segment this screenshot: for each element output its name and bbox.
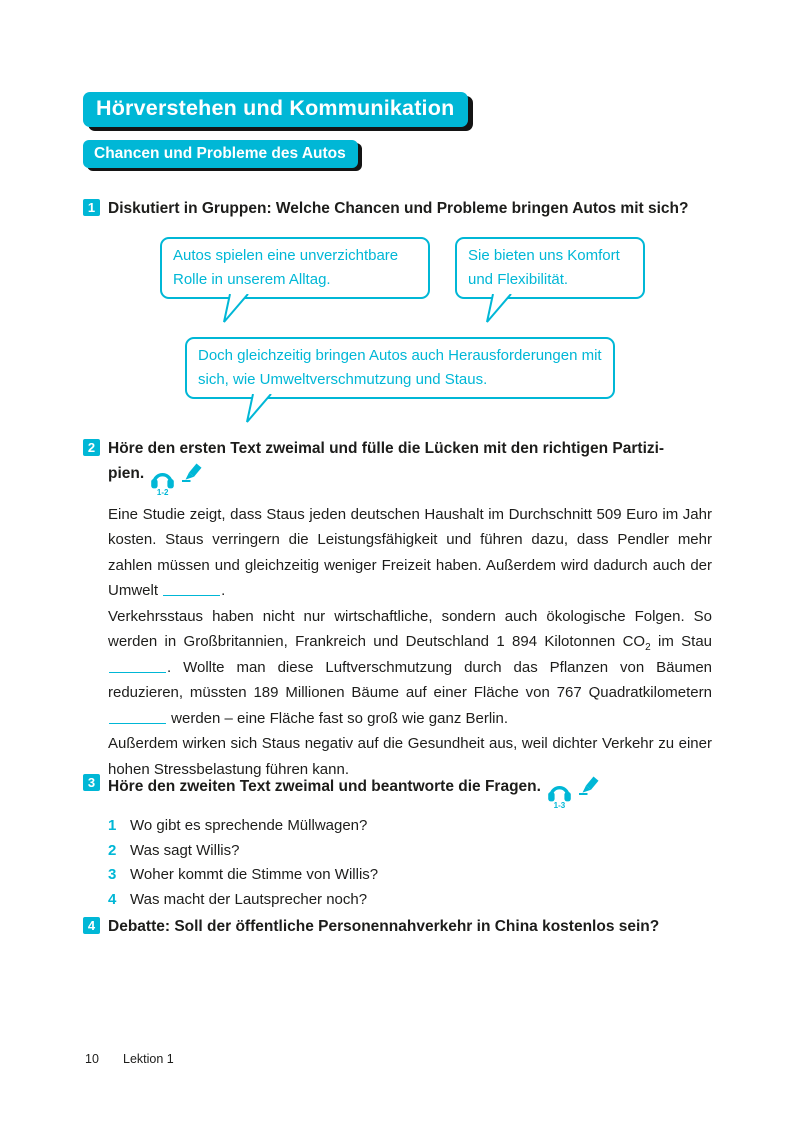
speech-bubble-tail [243, 394, 275, 424]
pencil-icon [578, 773, 600, 803]
speech-bubble-text: Sie bieten uns Komfort und Flexibilität. [468, 247, 620, 288]
question-text: Wo gibt es sprechende Müllwagen? [130, 817, 368, 834]
paragraph [108, 502, 712, 604]
question-item [108, 839, 717, 864]
speech-bubble [185, 337, 615, 399]
speech-bubble-text: Doch gleichzeitig bringen Autos auch Herausforderungen mit sich, wie Umweltverschmutzung und Staus. [198, 347, 602, 388]
paragraph-text: im Stau [650, 633, 712, 650]
exercise-number-badge: 3 [83, 774, 100, 791]
paragraph-text: werden – eine Fläche fast so groß wie ganz Berlin. [167, 709, 509, 727]
exercise-2 [83, 438, 717, 782]
exercise-number-badge: 1 [83, 199, 100, 216]
headphones-icon [150, 469, 175, 496]
listening-text [108, 502, 712, 783]
speech-bubble [455, 237, 645, 299]
page-footer [85, 1052, 174, 1066]
question-item [108, 863, 717, 888]
co2-subscript: 2 [645, 642, 651, 653]
audio-track-label: 1-3 [553, 801, 566, 810]
exercise-number-badge: 2 [83, 439, 100, 456]
speech-bubble-tail [220, 294, 252, 324]
paragraph-text: . Wollte man diese Luftverschmutzung durch das Pflanzen von Bäumen reduzieren, müssten 189 Millionen Bäume auf einer Fläche von 767 Quadratkilometern [108, 658, 712, 701]
question-list [108, 814, 717, 912]
question-text: Woher kommt die Stimme von Willis? [130, 866, 379, 883]
pencil-icon [181, 460, 203, 490]
fill-in-blank [163, 583, 220, 596]
exercise-4-title: Debatte: Soll der öffentliche Personennahverkehr in China kostenlos sein? [108, 918, 660, 935]
page-number: 10 [85, 1052, 99, 1066]
paragraph-text: Eine Studie zeigt, dass Staus jeden deutschen Haushalt im Durchschnitt 509 Euro im Jahr kosten. Staus verringern die Leistungsfähigkeit und führen dazu, dass Pendler mehr zahlen müssen und gleichzeitig weniger Freizeit haben. Außerdem wird dadurch auch der Umwelt [108, 505, 712, 599]
paragraph-text: Außerdem wirken sich Staus negativ auf die Gesundheit aus, weil dichter Verkehr zu einer hohen Stressbelastung führen kann. [108, 735, 712, 778]
exercise-1-title: Diskutiert in Gruppen: Welche Chancen und Probleme bringen Autos mit sich? [108, 200, 689, 217]
speech-bubble-text: Autos spielen eine unverzichtbare Rolle in unserem Alltag. [173, 247, 399, 288]
exercise-number-badge: 4 [83, 917, 100, 934]
exercise-2-title [108, 438, 717, 496]
question-text: Was macht der Lautsprecher noch? [130, 890, 368, 908]
exercise-3-title [108, 773, 717, 809]
exercise-2-title-line2: pien. [108, 464, 145, 482]
exercise-4 [83, 916, 717, 938]
question-item [108, 888, 717, 913]
paragraph-text: . [221, 582, 226, 599]
speech-bubble [160, 237, 430, 299]
lesson-label: Lektion 1 [123, 1052, 174, 1066]
headphones-icon [547, 782, 572, 809]
question-item [108, 814, 717, 839]
question-text: Was sagt Willis? [130, 841, 240, 859]
exercise-2-title-line1: Höre den ersten Text zweimal und fülle die Lücken mit den richtigen Partizi- [108, 440, 665, 457]
fill-in-blank [109, 660, 166, 673]
exercise-1 [83, 198, 717, 220]
fill-in-blank [109, 711, 166, 724]
paragraph [108, 604, 712, 732]
exercise-3-title-text: Höre den zweiten Text zweimal und beantworte die Fragen. [108, 778, 541, 795]
question-number: 3 [108, 866, 117, 883]
section-banner: Hörverstehen und Kommunikation [83, 92, 468, 127]
speech-bubble-tail [483, 294, 515, 324]
paragraph-text: Verkehrsstaus haben nicht nur wirtschaftliche, sondern auch ökologische Folgen. So werden in Großbritannien, Frankreich und Deutschland 1 894 Kilotonnen CO [108, 607, 712, 650]
question-number: 4 [108, 890, 117, 908]
topic-banner: Chancen und Probleme des Autos [83, 140, 358, 168]
question-number: 2 [108, 841, 117, 859]
question-number: 1 [108, 817, 117, 834]
exercise-3 [83, 773, 717, 912]
audio-track-label: 1-2 [156, 487, 169, 497]
